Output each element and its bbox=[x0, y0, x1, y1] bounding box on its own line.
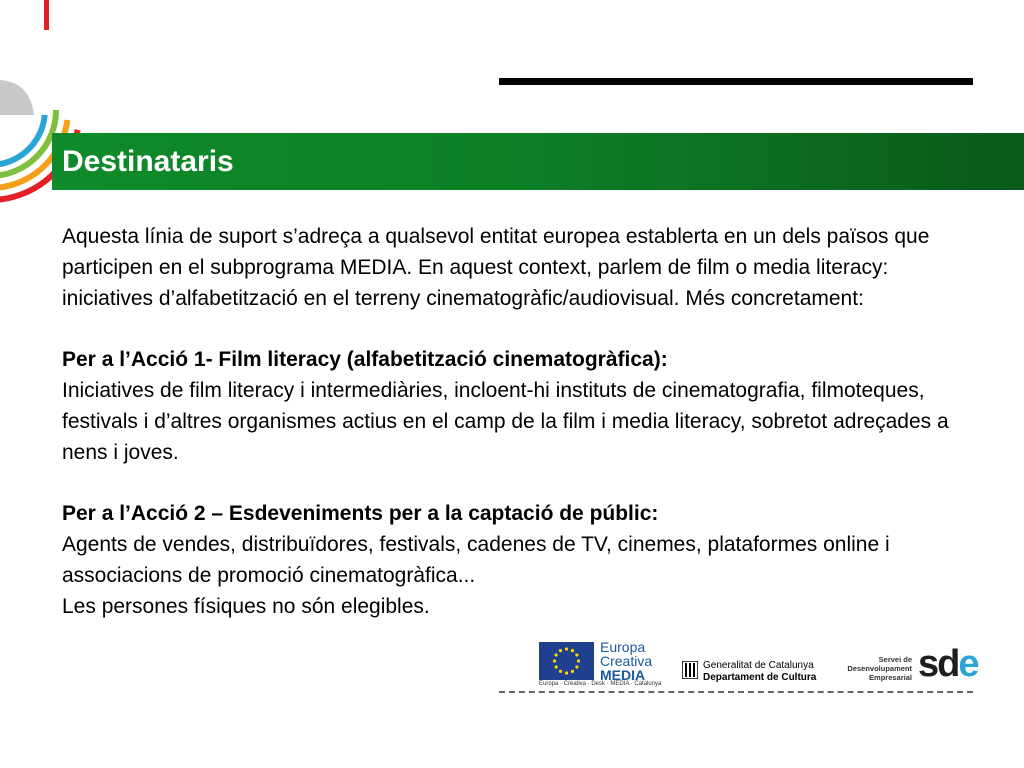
sde-logo bbox=[842, 643, 978, 686]
generalitat-text bbox=[703, 660, 816, 684]
action1-heading: Per a l’Acció 1- Film literacy (alfabetització cinematogràfica): bbox=[62, 348, 668, 371]
sde-mark bbox=[918, 642, 978, 686]
main-content bbox=[62, 221, 962, 622]
generalitat-line2: Departament de Cultura bbox=[703, 672, 817, 683]
top-divider-bar bbox=[499, 78, 973, 85]
europa-creativa-media-logo bbox=[539, 639, 662, 688]
title-banner bbox=[52, 133, 1024, 190]
eu-logo-line3: MEDIA bbox=[600, 667, 646, 683]
generalitat-emblem-icon bbox=[682, 661, 698, 679]
intro-paragraph: Aquesta línia de suport s’adreça a qualsevol entitat europea establerta en un dels països que participen en el subprograma MEDIA. En aquest context, parlem de film o media literacy: iniciatives d’alfabetització en el terreny cinematogràfic/audiovisual. Més concretament: bbox=[62, 225, 930, 310]
eu-logo-subline: Europa · Creativa · Desk · MEDIA · Catalunya bbox=[539, 681, 662, 687]
sde-caption bbox=[842, 655, 912, 682]
eligibility-note: Les persones físiques no són elegibles. bbox=[62, 595, 430, 618]
footer-dashed-divider bbox=[499, 691, 973, 693]
eu-flag-icon bbox=[539, 642, 594, 680]
sde-line2: Desenvolupament bbox=[847, 664, 912, 673]
decorative-arcs bbox=[0, 0, 100, 230]
sde-line1: Servei de bbox=[878, 655, 912, 664]
sde-line3: Empresarial bbox=[869, 673, 912, 682]
europa-creativa-text bbox=[600, 640, 652, 682]
generalitat-line1: Generalitat de Catalunya bbox=[703, 660, 814, 671]
action2-paragraph: Agents de vendes, distribuïdores, festivals, cadenes de TV, cinemes, plataformes online i associacions de promoció cinematogràfica... bbox=[62, 533, 890, 587]
action2-heading: Per a l’Acció 2 – Esdeveniments per a la captació de públic: bbox=[62, 502, 659, 525]
eu-logo-line1: Europa bbox=[600, 639, 646, 655]
sde-mark-e: e bbox=[958, 643, 978, 685]
eu-logo-line2: Creativa bbox=[600, 653, 653, 669]
generalitat-logo bbox=[682, 659, 822, 683]
page-title: Destinataris bbox=[62, 145, 234, 178]
action1-paragraph: Iniciatives de film literacy i intermediàries, incloent-hi instituts de cinematografia, filmoteques, festivals i d’altres organismes actius en el camp de la film i media literacy, sobretot adreçades a nens i joves. bbox=[62, 379, 949, 464]
sde-mark-sd: sd bbox=[918, 643, 959, 685]
